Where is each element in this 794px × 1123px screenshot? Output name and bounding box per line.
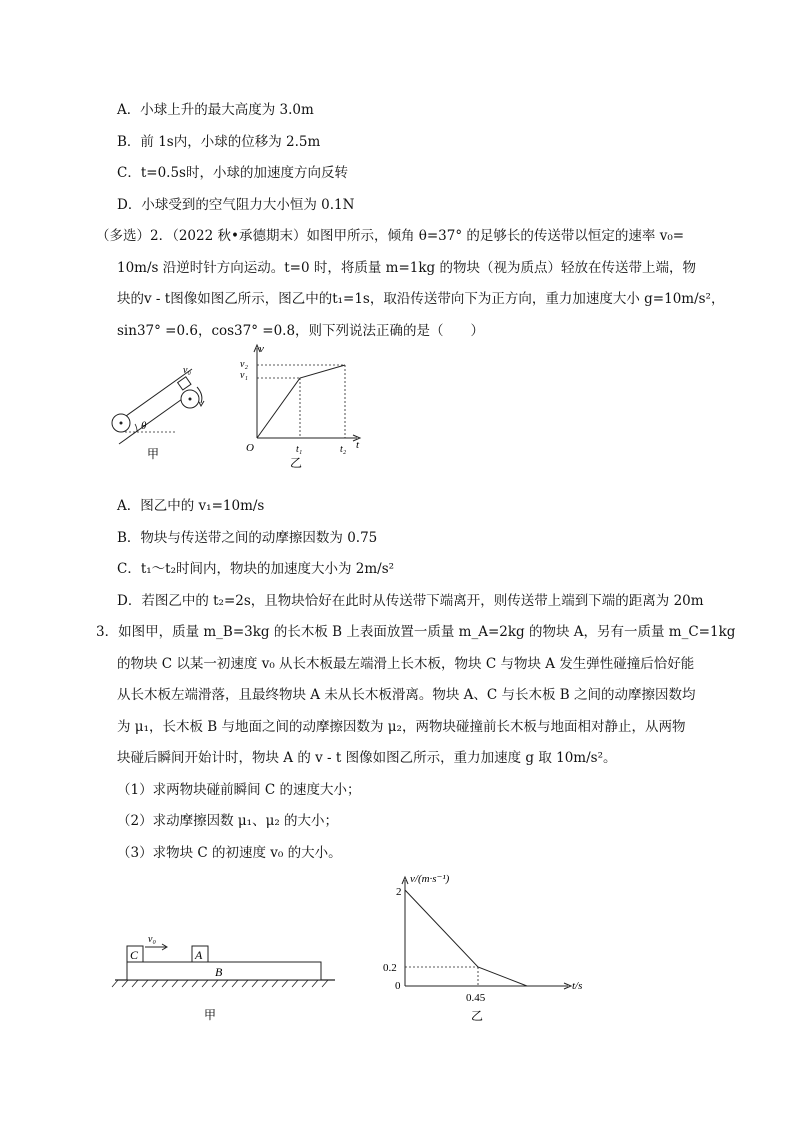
origin-label: O (246, 442, 254, 454)
q1-option-a: A．小球上升的最大高度为 3.0m (117, 102, 314, 118)
v1-label: v₁ (240, 370, 248, 381)
q3-stem-line-2: 的物块 C 以某一初速度 v₀ 从长木板最左端滑上长木板，物块 C 与物块 A 发生弹性碰撞后恰好能 (117, 656, 695, 672)
q3-stem-line-5: 块碰后瞬间开始计时，物块 A 的 v - t 图像如图乙所示，重力加速度 g 取 10m/s²。 (117, 750, 617, 766)
label-b: B (215, 965, 223, 979)
q3-v0-label: v₀ (148, 934, 156, 945)
caption-jia: 甲 (147, 447, 160, 461)
v2-label: v₂ (240, 359, 248, 370)
q1-option-d: D．小球受到的空气阻力大小恒为 0.1N (117, 197, 355, 213)
q2-option-d: D．若图乙中的 t₂=2s，且物块恰好在此时从传送带下端离开，则传送带上端到下端的距离为 20m (117, 593, 704, 609)
q3-stem-line-3: 从长木板左端滑落，且最终物块 A 未从长木板滑离。物块 A、C 与长木板 B 之间的动摩擦因数均 (117, 687, 696, 703)
q3-figure-yi (378, 866, 598, 1026)
q2-stem-line-2: 10m/s 沿逆时针方向运动。t=0 时，将质量 m=1kg 的物块（视为质点）轻放在传送带上端，物 (117, 260, 696, 276)
q2-stem-line-1: （多选）2．（2022 秋•承德期末）如图甲所示，倾角 θ=37° 的足够长的传送带以恒定的速率 v₀= (96, 228, 685, 244)
q2-option-c: C．t₁～t₂时间内，物块的加速度大小为 2m/s² (117, 561, 395, 577)
q3-figure-jia (110, 930, 340, 1025)
label-a: A (195, 948, 203, 962)
q3-xlabel: t/s (572, 980, 583, 992)
axis-v-label: v (259, 343, 264, 355)
label-c: C (130, 948, 139, 962)
q2-stem-line-4: sin37° =0.6，cos37° =0.8，则下列说法正确的是（ ） (117, 323, 485, 339)
vt-curve (257, 365, 345, 438)
q3-stem-line-1: 3．如图甲，质量 m_B=3kg 的长木板 B 上表面放置一质量 m_A=2kg 的物块 A，另有一质量 m_C=1kg (96, 624, 736, 640)
theta-label: θ (141, 420, 147, 432)
v0-label: v₀ (183, 365, 191, 376)
q1-option-b: B．前 1s内，小球的位移为 2.5m (117, 134, 321, 150)
q2-stem-line-3: 块的v - t图像如图乙所示，图乙中的t₁=1s，取沿传送带向下为正方向，重力加速度大小 g=10m/s²， (117, 291, 725, 307)
tick-2: 2 (396, 886, 402, 898)
q3-caption-jia: 甲 (204, 1008, 217, 1022)
t1-label: t₁ (296, 444, 303, 455)
caption-yi: 乙 (290, 456, 303, 470)
q3-sub-3: （3）求物块 C 的初速度 v₀ 的大小。 (117, 845, 342, 861)
board-b (127, 962, 321, 980)
q3-sub-1: （1）求两物块碰前瞬间 C 的速度大小； (117, 782, 361, 798)
q3-vt-curve (405, 890, 527, 986)
q3-stem-line-4: 为 μ₁，长木板 B 与地面之间的动摩擦因数为 μ₂，两物块碰撞前长木板与地面相对静止，从两物 (117, 719, 686, 735)
q2-figure-jia (105, 355, 205, 490)
q2-option-b: B．物块与传送带之间的动摩擦因数为 0.75 (117, 530, 378, 546)
q3-ylabel: v/(m·s⁻¹) (410, 873, 450, 885)
tick-0: 0 (395, 980, 401, 992)
q3-caption-yi: 乙 (471, 1009, 484, 1023)
tick-0-45: 0.45 (466, 992, 486, 1004)
q1-option-c: C．t=0.5s时，小球的加速度方向反转 (117, 165, 348, 181)
q2-figure-yi (232, 340, 372, 490)
t2-label: t₂ (340, 444, 347, 455)
axis-t-label: t (356, 439, 360, 451)
q3-sub-2: （2）求动摩擦因数 μ₁、μ₂ 的大小； (117, 813, 339, 829)
q2-option-a: A．图乙中的 v₁=10m/s (117, 498, 265, 514)
tick-0-2: 0.2 (383, 962, 397, 974)
